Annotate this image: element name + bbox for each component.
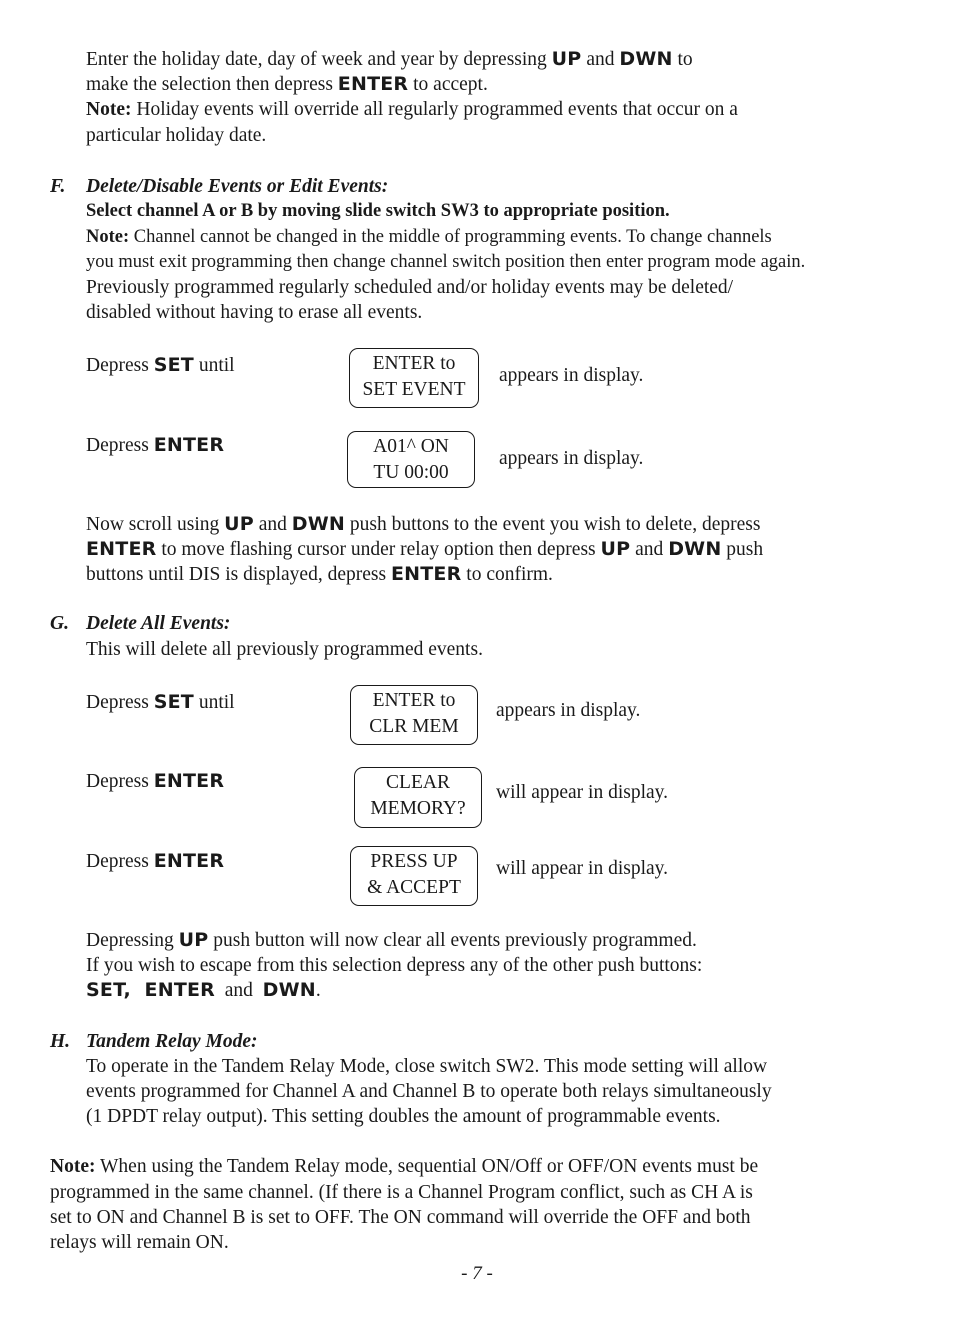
f-step-2-result: appears in display. xyxy=(499,448,644,469)
set-enter-key-labels: SET, ENTER xyxy=(86,979,216,1001)
page-number: - 7 - xyxy=(461,1263,493,1284)
dwn-key-label: DWN xyxy=(291,513,346,535)
section-h-title: Tandem Relay Mode: xyxy=(86,1031,258,1052)
scroll-line-3: buttons until DIS is displayed, depress ENTER to confirm. xyxy=(86,563,553,585)
note-label: Note: xyxy=(86,99,132,120)
lcd-display-event: A01^ ON TU 00:00 xyxy=(347,431,475,488)
holiday-line-2: make the selection then depress ENTER to accept. xyxy=(86,73,488,95)
section-f-note-line-1: Note: Channel cannot be changed in the middle of programming events. To change channels xyxy=(86,227,772,247)
holiday-line-1: Enter the holiday date, day of week and year by depressing UP and DWN to xyxy=(86,48,693,70)
up-key-label: UP xyxy=(224,513,254,535)
section-f-title: Delete/Disable Events or Edit Events: xyxy=(86,176,389,197)
section-f-note-line-2: you must exit programming then change channel switch position then enter program mode again. xyxy=(86,252,806,272)
set-key-label: SET xyxy=(153,354,194,376)
section-f-prev-line-1: Previously programmed regularly scheduled and/or holiday events may be deleted/ xyxy=(86,277,734,298)
section-h-line-3: (1 DPDT relay output). This setting doubles the amount of programmable events. xyxy=(86,1106,721,1127)
dwn-key-label: DWN xyxy=(619,48,673,70)
section-f-select-line: Select channel A or B by moving slide switch SW3 to appropriate position. xyxy=(86,201,670,221)
clear-line-1: Depressing UP push button will now clear all events previously programmed. xyxy=(86,929,697,951)
section-g-title: Delete All Events: xyxy=(86,613,231,634)
section-h-line-2: events programmed for Channel A and Channel B to operate both relays simultaneously xyxy=(86,1081,772,1102)
enter-key-label: ENTER xyxy=(153,770,225,792)
lcd-display-clear-memory: CLEAR MEMORY? xyxy=(354,767,482,828)
final-note-line-1: Note: When using the Tandem Relay mode, sequential ON/Off or OFF/ON events must be xyxy=(50,1156,759,1177)
final-note-line-3: set to ON and Channel B is set to OFF. The ON command will override the OFF and both xyxy=(50,1207,751,1228)
g-step-2-instruction: Depress ENTER xyxy=(86,770,225,792)
enter-key-label: ENTER xyxy=(390,563,462,585)
section-f-letter: F. xyxy=(50,176,66,197)
section-h-line-1: To operate in the Tandem Relay Mode, close switch SW2. This mode setting will allow xyxy=(86,1056,768,1077)
holiday-note-line-2: particular holiday date. xyxy=(86,125,267,146)
section-g-letter: G. xyxy=(50,613,69,634)
f-step-1-result: appears in display. xyxy=(499,365,644,386)
lcd-display-enter-clr-mem: ENTER to CLR MEM xyxy=(350,685,478,745)
g-step-1-result: appears in display. xyxy=(496,700,641,721)
scroll-line-1: Now scroll using UP and DWN push buttons to the event you wish to delete, depress xyxy=(86,513,761,535)
up-key-label: UP xyxy=(178,929,209,951)
section-f-prev-line-2: disabled without having to erase all events. xyxy=(86,302,423,323)
section-h-letter: H. xyxy=(50,1031,71,1052)
f-step-1-instruction: Depress SET until xyxy=(86,354,235,376)
clear-line-3: SET, ENTER and DWN. xyxy=(86,979,321,1001)
holiday-note-line-1: Note: Holiday events will override all regularly programmed events that occur on a xyxy=(86,99,738,120)
up-key-label: UP xyxy=(551,48,582,70)
dwn-key-label: DWN xyxy=(668,538,722,560)
clear-line-2: If you wish to escape from this selection depress any of the other push buttons: xyxy=(86,955,703,976)
lcd-display-enter-set-event: ENTER to SET EVENT xyxy=(349,348,479,408)
g-step-2-result: will appear in display. xyxy=(496,782,669,803)
section-g-intro: This will delete all previously programmed events. xyxy=(86,639,483,660)
enter-key-label: ENTER xyxy=(153,434,225,456)
lcd-display-press-up-accept: PRESS UP & ACCEPT xyxy=(350,846,478,906)
final-note-line-4: relays will remain ON. xyxy=(50,1232,229,1253)
f-step-2-instruction: Depress ENTER xyxy=(86,434,225,456)
g-step-3-result: will appear in display. xyxy=(496,858,669,879)
dwn-key-label: DWN xyxy=(262,979,316,1001)
up-key-label: UP xyxy=(600,538,631,560)
g-step-1-instruction: Depress SET until xyxy=(86,691,235,713)
set-key-label: SET xyxy=(153,691,194,713)
enter-key-label: ENTER xyxy=(86,538,157,560)
enter-key-label: ENTER xyxy=(337,73,409,95)
final-note-line-2: programmed in the same channel. (If there is a Channel Program conflict, such as CH A is xyxy=(50,1182,753,1203)
note-label: Note: xyxy=(86,227,130,247)
note-label: Note: xyxy=(50,1156,96,1177)
enter-key-label: ENTER xyxy=(153,850,225,872)
scroll-line-2: ENTER to move flashing cursor under relay option then depress UP and DWN push xyxy=(86,538,764,560)
g-step-3-instruction: Depress ENTER xyxy=(86,850,225,872)
